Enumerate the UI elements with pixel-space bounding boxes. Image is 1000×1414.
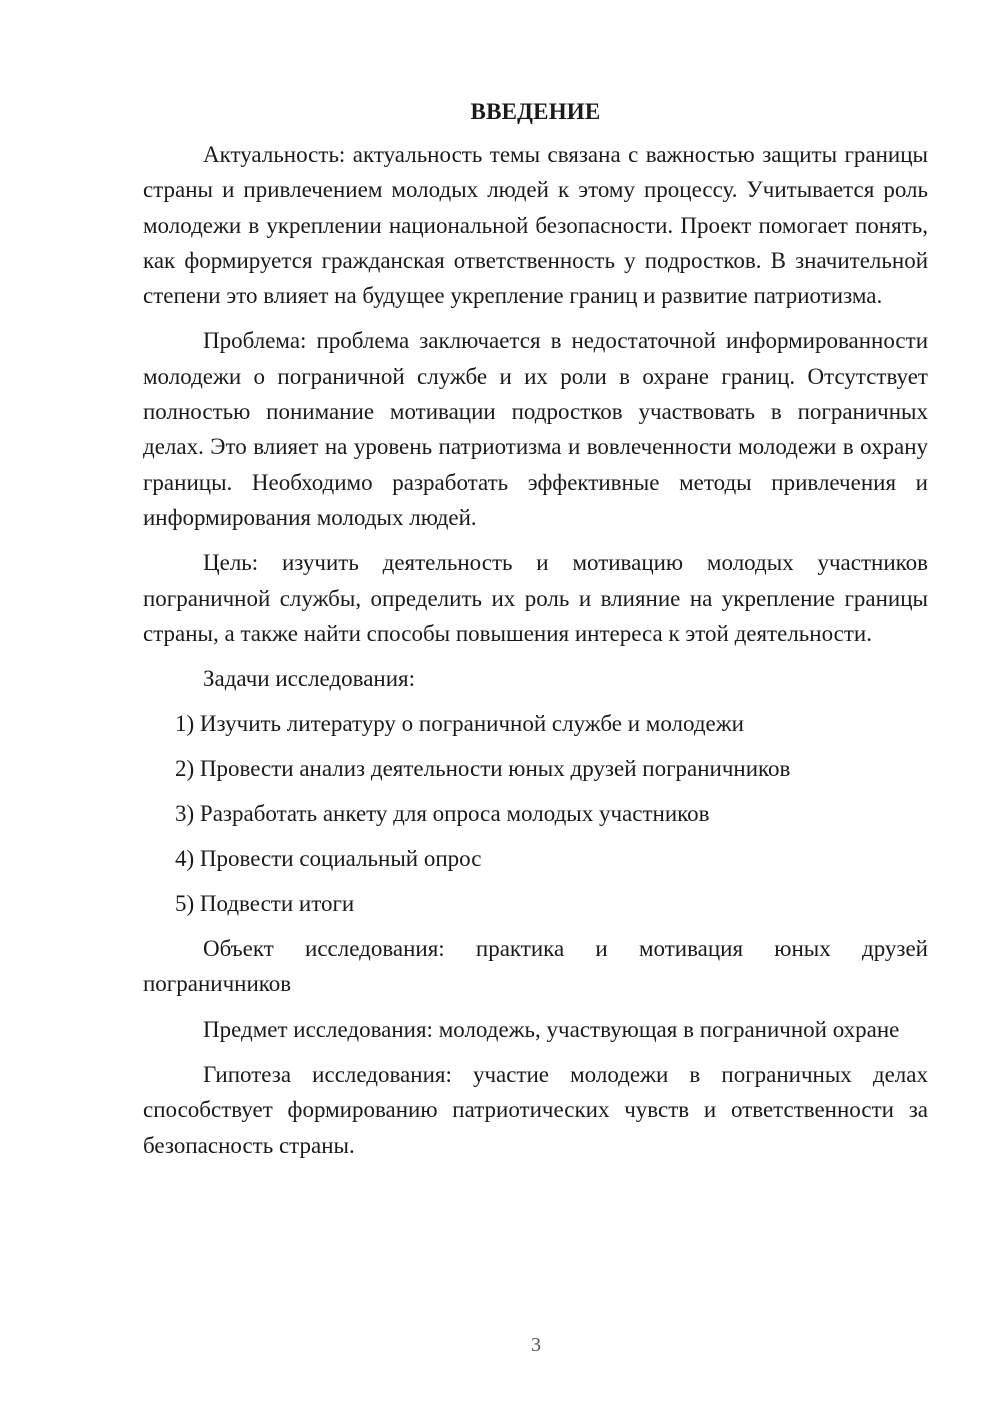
page-title: ВВЕДЕНИЕ (470, 99, 601, 124)
task-item: 5) Подвести итоги (175, 891, 355, 917)
tasks-label: Задачи исследования: (203, 666, 416, 692)
task-item: 4) Провести социальный опрос (175, 846, 482, 872)
page-number: 3 (531, 1334, 541, 1356)
task-list (143, 706, 928, 921)
hypothesis-paragraph: Гипотеза исследования: участие молодежи в пограничных делах способствует формированию патриотических чувств и ответственности за безопасность страны. (143, 1062, 928, 1158)
goal-paragraph: Цель: изучить деятельность и мотивацию молодых участников пограничной службы, определить их роль и влияние на укрепление границы страны, а также найти способы повышения интереса к этой деятельности. (143, 550, 928, 646)
task-item: 1) Изучить литературу о пограничной службе и молодежи (175, 711, 744, 737)
task-item: 2) Провести анализ деятельности юных друзей пограничников (175, 756, 791, 782)
subject-paragraph: Предмет исследования: молодежь, участвующая в пограничной охране (203, 1016, 900, 1042)
task-item: 3) Разработать анкету для опроса молодых участников (175, 801, 710, 827)
page-content (143, 94, 928, 1173)
problem-paragraph: Проблема: проблема заключается в недостаточной информированности молодежи о пограничной службе и их роли в охране границ. Отсутствует полностью понимание мотивации подростков участвовать в пограничных делах. Это влияет на уровень патриотизма и вовлеченности молодежи в охрану границы. Необходимо разработать эффективные методы привлечения и информирования молодых людей. (143, 328, 928, 530)
object-paragraph: Объект исследования: практика и мотивация юных друзей пограничников (143, 936, 928, 997)
relevance-paragraph: Актуальность: актуальность темы связана с важностью защиты границы страны и привлечением молодых людей к этому процессу. Учитывается роль молодежи в укреплении национальной безопасности. Проект помогает понять, как формируется гражданская ответственность у подростков. В значительной степени это влияет на будущее укрепление границ и развитие патриотизма. (143, 142, 928, 309)
